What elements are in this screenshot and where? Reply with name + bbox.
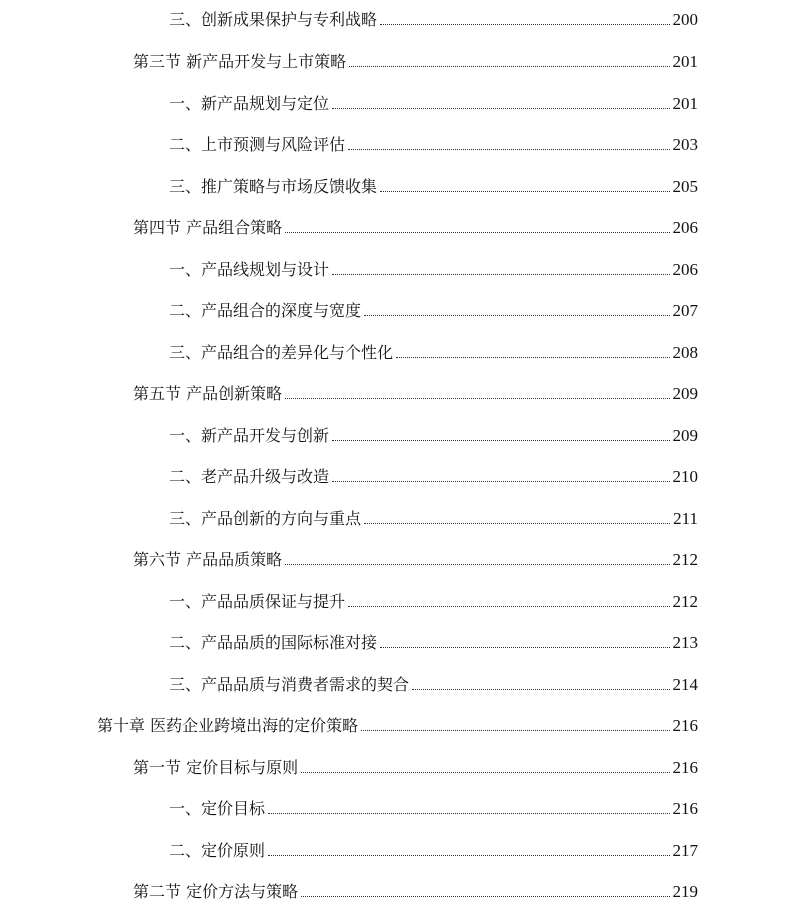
dot-leader	[285, 564, 669, 565]
toc-entry-page: 214	[672, 675, 698, 694]
dot-leader	[361, 730, 669, 731]
dot-leader	[332, 274, 669, 275]
toc-entry-page: 216	[672, 758, 698, 777]
dot-leader	[268, 813, 669, 814]
toc-entry[interactable]	[133, 546, 698, 570]
dot-leader	[332, 481, 669, 482]
toc-entry-title: 三、产品品质与消费者需求的契合	[169, 675, 410, 694]
toc-entry-page: 208	[672, 343, 698, 362]
toc-entry-page: 201	[672, 52, 698, 71]
toc-entry-page: 212	[672, 592, 698, 611]
toc-entry[interactable]	[169, 131, 698, 155]
toc-entry-title: 二、老产品升级与改造	[169, 467, 330, 486]
toc-entry[interactable]	[169, 297, 698, 321]
dot-leader	[380, 647, 669, 648]
dot-leader	[285, 232, 669, 233]
toc-entry[interactable]	[169, 588, 698, 612]
toc-entry[interactable]	[169, 6, 698, 30]
toc-entry[interactable]	[97, 712, 698, 736]
toc-entry[interactable]	[169, 173, 698, 197]
toc-entry-title: 一、产品品质保证与提升	[169, 592, 346, 611]
dot-leader	[380, 24, 669, 25]
toc-entry-title: 第三节 新产品开发与上市策略	[133, 52, 347, 71]
toc-entry-page: 203	[672, 135, 698, 154]
toc-entry[interactable]	[169, 256, 698, 280]
toc-entry-title: 第二节 定价方法与策略	[133, 882, 299, 901]
dot-leader	[396, 357, 669, 358]
toc-entry-page: 207	[672, 301, 698, 320]
toc-entry-title: 第五节 产品创新策略	[133, 384, 283, 403]
dot-leader	[412, 689, 669, 690]
toc-entry-page: 217	[672, 841, 698, 860]
toc-entry-title: 第六节 产品品质策略	[133, 550, 283, 569]
dot-leader	[364, 315, 669, 316]
toc-entry[interactable]	[169, 629, 698, 653]
toc-entry-page: 213	[672, 633, 698, 652]
toc-entry-title: 一、新产品开发与创新	[169, 426, 330, 445]
toc-entry-page: 205	[672, 177, 698, 196]
toc-entry[interactable]	[133, 754, 698, 778]
toc-entry-title: 三、产品组合的差异化与个性化	[169, 343, 394, 362]
toc-entry-page: 206	[672, 260, 698, 279]
toc-entry-page: 209	[672, 384, 698, 403]
dot-leader	[268, 855, 669, 856]
toc-entry-title: 三、产品创新的方向与重点	[169, 509, 362, 528]
toc-entry[interactable]	[169, 90, 698, 114]
toc-entry-page: 210	[672, 467, 698, 486]
toc-entry-title: 一、产品线规划与设计	[169, 260, 330, 279]
toc-entry[interactable]	[133, 878, 698, 902]
toc-entry-title: 二、上市预测与风险评估	[169, 135, 346, 154]
toc-entry-page: 216	[672, 799, 698, 818]
toc-entry-title: 二、定价原则	[169, 841, 266, 860]
toc-entry-page: 211	[673, 509, 698, 528]
dot-leader	[348, 149, 669, 150]
toc-entry-title: 二、产品品质的国际标准对接	[169, 633, 378, 652]
dot-leader	[332, 108, 669, 109]
toc-entry-title: 一、新产品规划与定位	[169, 94, 330, 113]
dot-leader	[364, 523, 670, 524]
toc-entry-title: 二、产品组合的深度与宽度	[169, 301, 362, 320]
toc-entry-title: 第四节 产品组合策略	[133, 218, 283, 237]
toc-entry-page: 200	[672, 10, 698, 29]
toc-entry-page: 212	[672, 550, 698, 569]
dot-leader	[285, 398, 669, 399]
dot-leader	[332, 440, 669, 441]
dot-leader	[301, 896, 669, 897]
toc-entry-title: 第一节 定价目标与原则	[133, 758, 299, 777]
toc-entry-title: 三、推广策略与市场反馈收集	[169, 177, 378, 196]
dot-leader	[348, 606, 669, 607]
toc-entry[interactable]	[169, 463, 698, 487]
toc-entry[interactable]	[169, 339, 698, 363]
toc-entry-title: 第十章 医药企业跨境出海的定价策略	[97, 716, 359, 735]
toc-entry[interactable]	[133, 48, 698, 72]
toc-entry[interactable]	[133, 214, 698, 238]
toc-entry[interactable]	[169, 837, 698, 861]
toc-entry-title: 三、创新成果保护与专利战略	[169, 10, 378, 29]
toc-entry[interactable]	[169, 795, 698, 819]
toc-entry-page: 219	[672, 882, 698, 901]
toc-entry-page: 201	[672, 94, 698, 113]
toc-entry[interactable]	[169, 422, 698, 446]
toc-entry[interactable]	[169, 505, 698, 529]
toc-entry[interactable]	[169, 671, 698, 695]
dot-leader	[380, 191, 669, 192]
toc-entry-page: 206	[672, 218, 698, 237]
toc-entry-title: 一、定价目标	[169, 799, 266, 818]
toc-entry-page: 209	[672, 426, 698, 445]
dot-leader	[301, 772, 669, 773]
dot-leader	[349, 66, 669, 67]
toc-entry-page: 216	[672, 716, 698, 735]
toc-entry[interactable]	[133, 380, 698, 404]
